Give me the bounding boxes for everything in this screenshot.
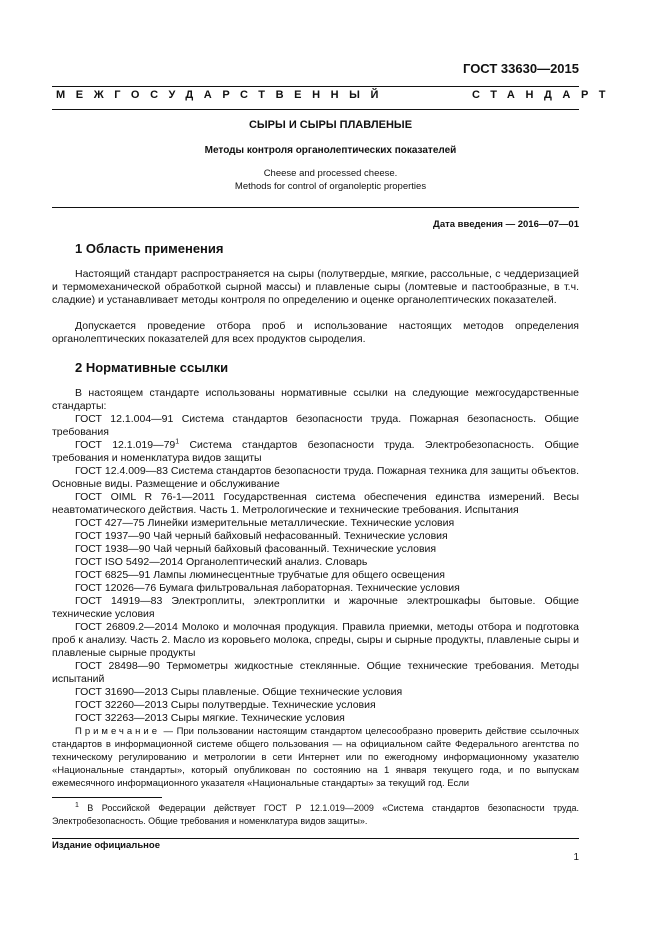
reference-item: ГОСТ 26809.2—2014 Молоко и молочная продукция. Правила приемки, методы отбора и подготовка проб к анализу. Часть 2. Масло из коровьего молока, спреды, сыры и сырные продукты, плавленые сыры и плавленые сырные продукты	[52, 621, 579, 659]
reference-item: ГОСТ 12.4.009—83 Система стандартов безопасности труда. Пожарная техника для защиты объектов. Основные виды. Размещение и обслуживание	[52, 465, 579, 490]
footer-divider	[52, 838, 579, 839]
reference-code: ГОСТ 12.1.019—79	[75, 439, 176, 451]
reference-item: ГОСТ 427—75 Линейки измерительные металлические. Технические условия	[75, 517, 455, 529]
footnote-divider	[52, 797, 162, 798]
reference-item: ГОСТ 1938—90 Чай черный байховый фасованный. Технические условия	[75, 543, 437, 555]
section-1-paragraph-1: Настоящий стандарт распространяется на сыры (полутвердые, мягкие, рассольные, с чеддеризацией и термомеханической обработкой сырной массы) и плавленые сыры (ломтевые и пастообразные, в т.ч. сладкие) и устанавливает методы контроля по определению и оценке органолептических показателей.	[52, 268, 579, 306]
page-number: 1	[573, 852, 579, 863]
section-2-heading: 2 Нормативные ссылки	[75, 360, 229, 375]
section-2-intro: В настоящем стандарте использованы нормативные ссылки на следующие межгосударственные стандарты:	[52, 387, 579, 412]
reference-item: ГОСТ 14919—83 Электроплиты, электроплитки и жарочные электрошкафы бытовые. Общие технические условия	[52, 595, 579, 620]
footnote-marker: 1	[175, 438, 180, 446]
english-title-line-1: Cheese and processed cheese.	[263, 168, 398, 179]
reference-item: ГОСТ 32263—2013 Сыры мягкие. Технические условия	[75, 712, 345, 724]
document-code: ГОСТ 33630—2015	[463, 61, 579, 76]
introduction-date: Дата введения — 2016—07—01	[433, 219, 579, 230]
note-paragraph	[52, 725, 579, 790]
reference-item	[52, 439, 579, 465]
reference-item: ГОСТ 1937—90 Чай черный байховый нефасованный. Технические условия	[75, 530, 448, 542]
reference-item: ГОСТ 31690—2013 Сыры плавленые. Общие технические условия	[75, 686, 403, 698]
reference-title: Система стандартов безопасности труда. Электробезопасность. Общие требования и номенклатура видов защиты	[52, 439, 579, 464]
banner-word-standard: СТАНДАРТ	[472, 89, 617, 101]
reference-item: ГОСТ 28498—90 Термометры жидкостные стеклянные. Общие технические требования. Методы испытаний	[52, 660, 579, 685]
banner-word-interstate: МЕЖГОСУДАРСТВЕННЫЙ	[56, 89, 390, 101]
reference-item: ГОСТ 12026—76 Бумага фильтровальная лабораторная. Технические условия	[75, 582, 460, 594]
reference-item: ГОСТ ISO 5492—2014 Органолептический анализ. Словарь	[75, 556, 368, 568]
title-divider	[52, 207, 579, 208]
interstate-standard-banner	[52, 86, 617, 110]
footnote-text: В Российской Федерации действует ГОСТ Р 12.1.019—2009 «Система стандартов безопасности труда. Электробезопасность. Общие требования и номенклатура видов защиты».	[52, 803, 579, 826]
reference-item: ГОСТ 32260—2013 Сыры полутвердые. Технические условия	[75, 699, 376, 711]
reference-item: ГОСТ 12.1.004—91 Система стандартов безопасности труда. Пожарная безопасность. Общие требования	[52, 413, 579, 438]
footnote-number: 1	[75, 802, 79, 809]
edition-label: Издание официальное	[52, 840, 160, 851]
reference-item: ГОСТ 6825—91 Лампы люминесцентные трубчатые для общего освещения	[75, 569, 445, 581]
footnote	[52, 802, 579, 828]
note-label: Примечание	[75, 726, 160, 737]
section-1-paragraph-2: Допускается проведение отбора проб и использование настоящих методов определения органолептических показателей для всех продуктов сыроделия.	[52, 320, 579, 345]
document-title: СЫРЫ И СЫРЫ ПЛАВЛЕНЫЕ	[248, 119, 413, 131]
section-1-heading: 1 Область применения	[75, 241, 224, 256]
reference-item: ГОСТ OIML R 76-1—2011 Государственная система обеспечения единства измерений. Весы неавтоматического действия. Часть 1. Метрологические и технические требования. Испытания	[52, 491, 579, 516]
english-title-line-2: Methods for control of organoleptic properties	[234, 181, 427, 192]
note-text: — При пользовании настоящим стандартом целесообразно проверить действие ссылочных стандартов в информационной системе общего пользования — на официальном сайте Федерального агентства по техническому регулированию и метрологии в сети Интернет или по ежегодному информационному указателю «Национальные стандарты», который опубликован по состоянию на 1 января текущего года, и по выпускам ежемесячного информационного указателя «Национальные стандарты» за текущий год. Если	[52, 726, 579, 789]
document-subtitle: Методы контроля органолептических показателей	[204, 145, 457, 156]
